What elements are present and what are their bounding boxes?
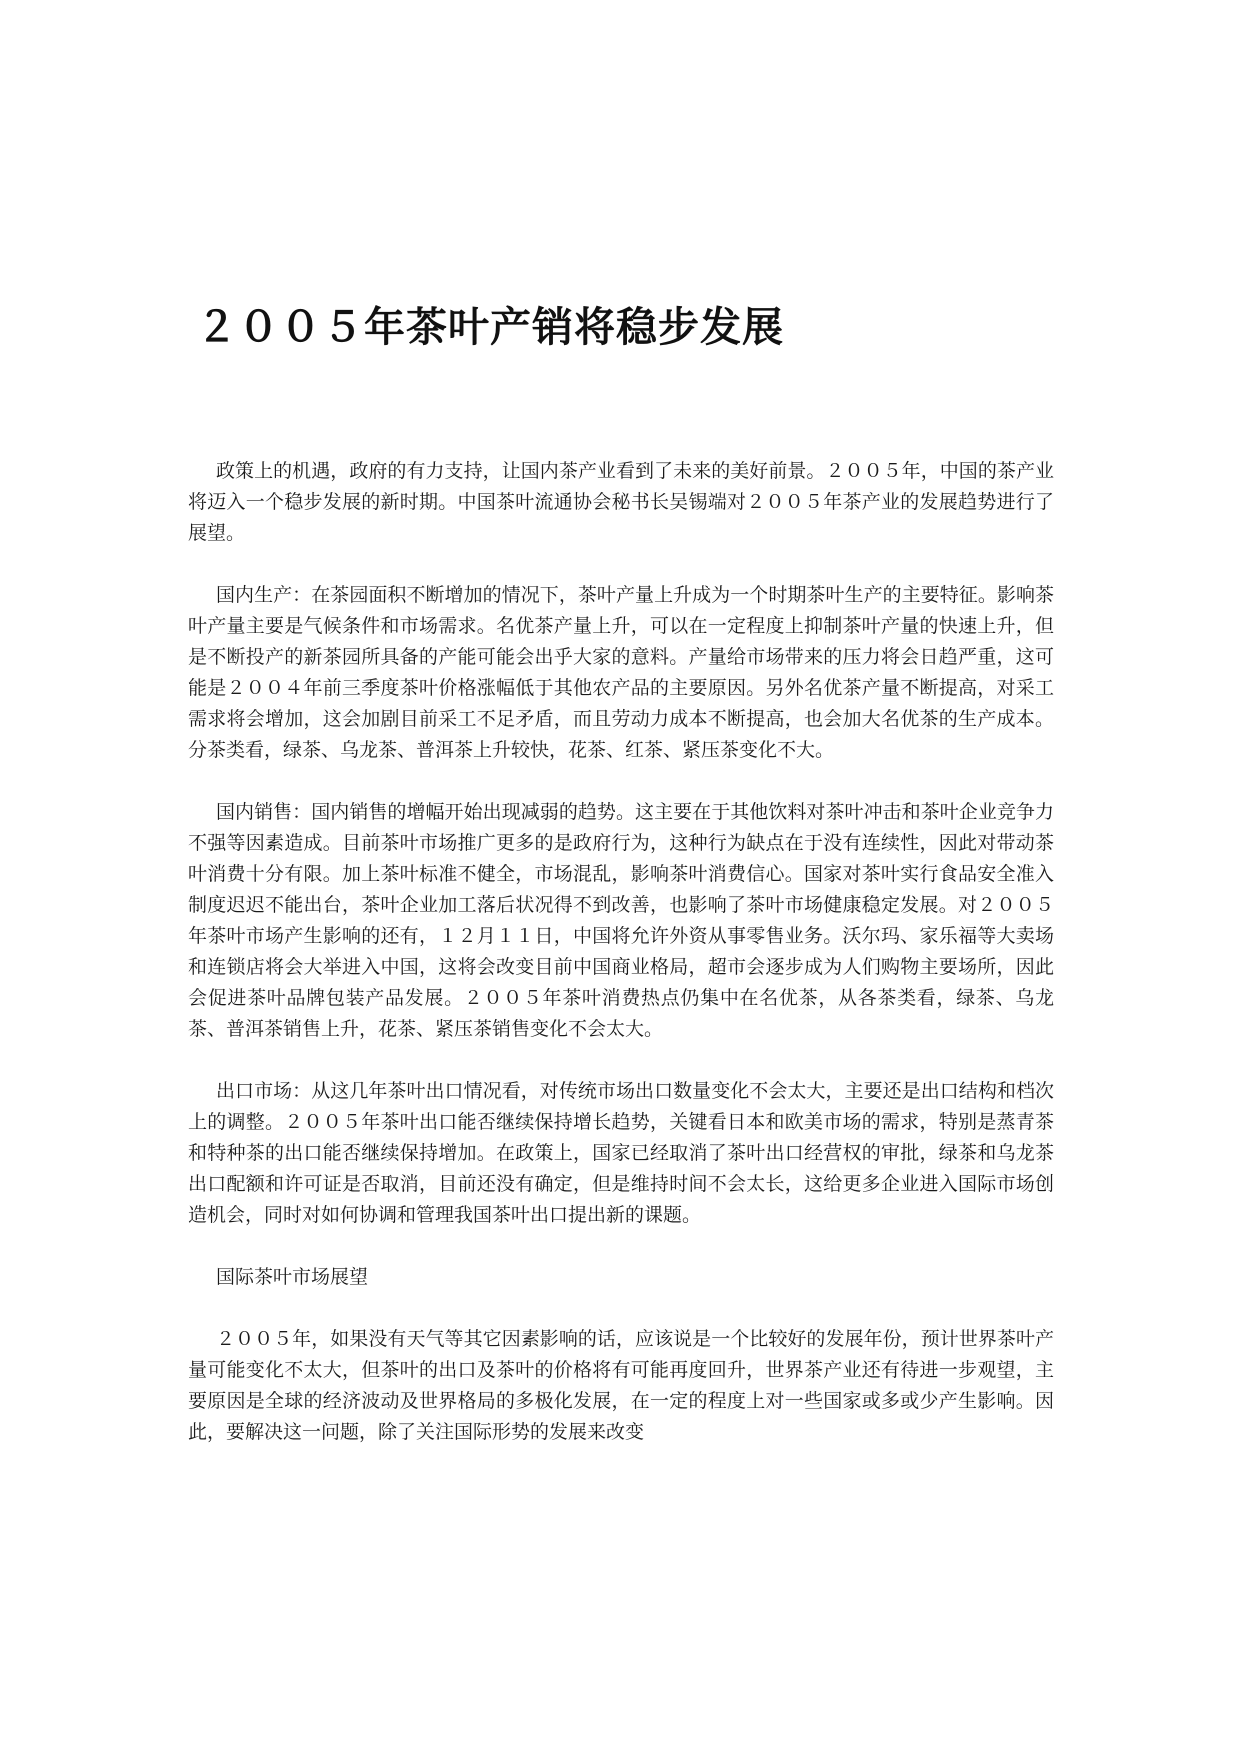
paragraph-domestic-sales: 国内销售：国内销售的增幅开始出现减弱的趋势。这主要在于其他饮料对茶叶冲击和茶叶企业竞争力不强等因素造成。目前茶叶市场推广更多的是政府行为，这种行为缺点在于没有连续性，因此对带动茶叶消费十分有限。加上茶叶标准不健全，市场混乱，影响茶叶消费信心。国家对茶叶实行食品安全准入制度迟迟不能出台，茶叶企业加工落后状况得不到改善，也影响了茶叶市场健康稳定发展。对２００５年茶叶市场产生影响的还有，１２月１１日，中国将允许外资从事零售业务。沃尔玛、家乐福等大卖场和连锁店将会大举进入中国，这将会改变目前中国商业格局，超市会逐步成为人们购物主要场所，因此会促进茶叶品牌包装产品发展。２００５年茶叶消费热点仍集中在名优茶，从各茶类看，绿茶、乌龙茶、普洱茶销售上升，花茶、紧压茶销售变化不会太大。 — [188, 801, 1054, 1040]
document-body — [188, 456, 1054, 1448]
paragraph-international-outlook: ２００５年，如果没有天气等其它因素影响的话，应该说是一个比较好的发展年份，预计世界茶叶产量可能变化不太大，但茶叶的出口及茶叶的价格将有可能再度回升，世界茶产业还有待进一步观望，主要原因是全球的经济波动及世界格局的多极化发展，在一定的程度上对一些国家或多或少产生影响。因此，要解决这一问题，除了关注国际形势的发展来改变 — [188, 1328, 1054, 1443]
section-heading-international: 国际茶叶市场展望 — [216, 1266, 369, 1288]
document-title: ２００５年茶叶产销将稳步发展 — [196, 303, 784, 351]
paragraph-intro: 政策上的机遇，政府的有力支持，让国内茶产业看到了未来的美好前景。２００５年，中国的茶产业将迈入一个稳步发展的新时期。中国茶叶流通协会秘书长吴锡端对２００５年茶产业的发展趋势进行了展望。 — [188, 460, 1054, 544]
paragraph-domestic-production: 国内生产：在茶园面积不断增加的情况下，茶叶产量上升成为一个时期茶叶生产的主要特征。影响茶叶产量主要是气候条件和市场需求。名优茶产量上升，可以在一定程度上抑制茶叶产量的快速上升，但是不断投产的新茶园所具备的产能可能会出乎大家的意料。产量给市场带来的压力将会日趋严重，这可能是２００４年前三季度茶叶价格涨幅低于其他农产品的主要原因。另外名优茶产量不断提高，对采工需求将会增加，这会加剧目前采工不足矛盾，而且劳动力成本不断提高，也会加大名优茶的生产成本。分茶类看，绿茶、乌龙茶、普洱茶上升较快，花茶、红茶、紧压茶变化不大。 — [188, 584, 1054, 761]
paragraph-export-market: 出口市场：从这几年茶叶出口情况看，对传统市场出口数量变化不会太大，主要还是出口结构和档次上的调整。２００５年茶叶出口能否继续保持增长趋势，关键看日本和欧美市场的需求，特别是蒸青茶和特种茶的出口能否继续保持增加。在政策上，国家已经取消了茶叶出口经营权的审批，绿茶和乌龙茶出口配额和许可证是否取消，目前还没有确定，但是维持时间不会太长，这给更多企业进入国际市场创造机会，同时对如何协调和管理我国茶叶出口提出新的课题。 — [188, 1080, 1054, 1226]
